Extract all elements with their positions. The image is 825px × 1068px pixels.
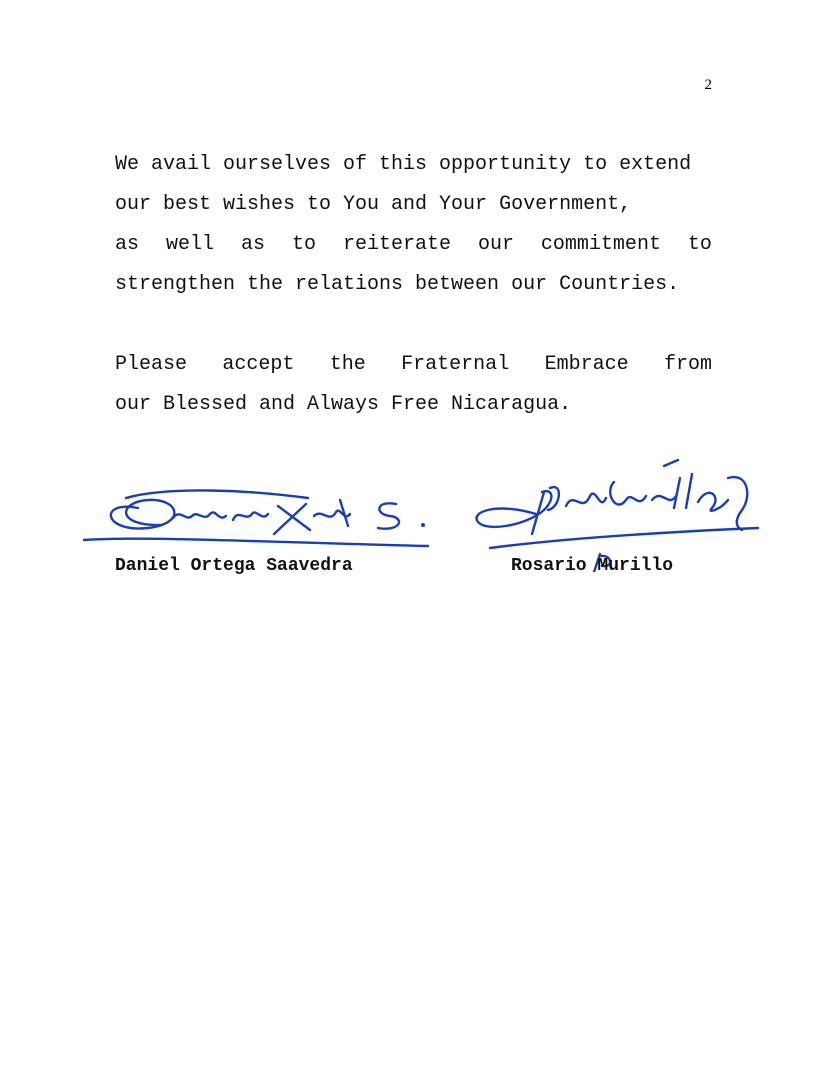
word: the <box>329 353 366 376</box>
word: accept <box>222 353 295 376</box>
word: as <box>240 233 265 256</box>
paragraph-line: our Blessed and Always Free Nicaragua. <box>115 393 572 416</box>
paragraph-line <box>115 225 712 265</box>
paragraph-line: strengthen the relations between our Countries. <box>115 273 680 296</box>
word: commitment <box>540 233 661 256</box>
closing-paragraph <box>115 145 712 305</box>
murillo-signature <box>466 452 766 572</box>
paragraph-line: our best wishes to You and Your Government, <box>115 193 632 216</box>
paragraph-line: We avail ourselves of this opportunity to extend <box>115 153 692 176</box>
word: reiterate <box>342 233 451 256</box>
word: from <box>663 353 712 376</box>
paragraph-line <box>115 345 712 385</box>
ortega-signature <box>78 478 438 558</box>
page-number: 2 <box>704 77 712 93</box>
word: well <box>165 233 214 256</box>
word: Embrace <box>544 353 629 376</box>
signer-name-murillo: Rosario Murillo <box>511 556 674 576</box>
word: Please <box>115 353 188 376</box>
signer-name-ortega: Daniel Ortega Saavedra <box>115 556 353 576</box>
word: to <box>687 233 712 256</box>
embrace-paragraph <box>115 345 712 425</box>
word: as <box>115 233 140 256</box>
word: our <box>477 233 514 256</box>
word: Fraternal <box>401 353 510 376</box>
word: to <box>291 233 316 256</box>
